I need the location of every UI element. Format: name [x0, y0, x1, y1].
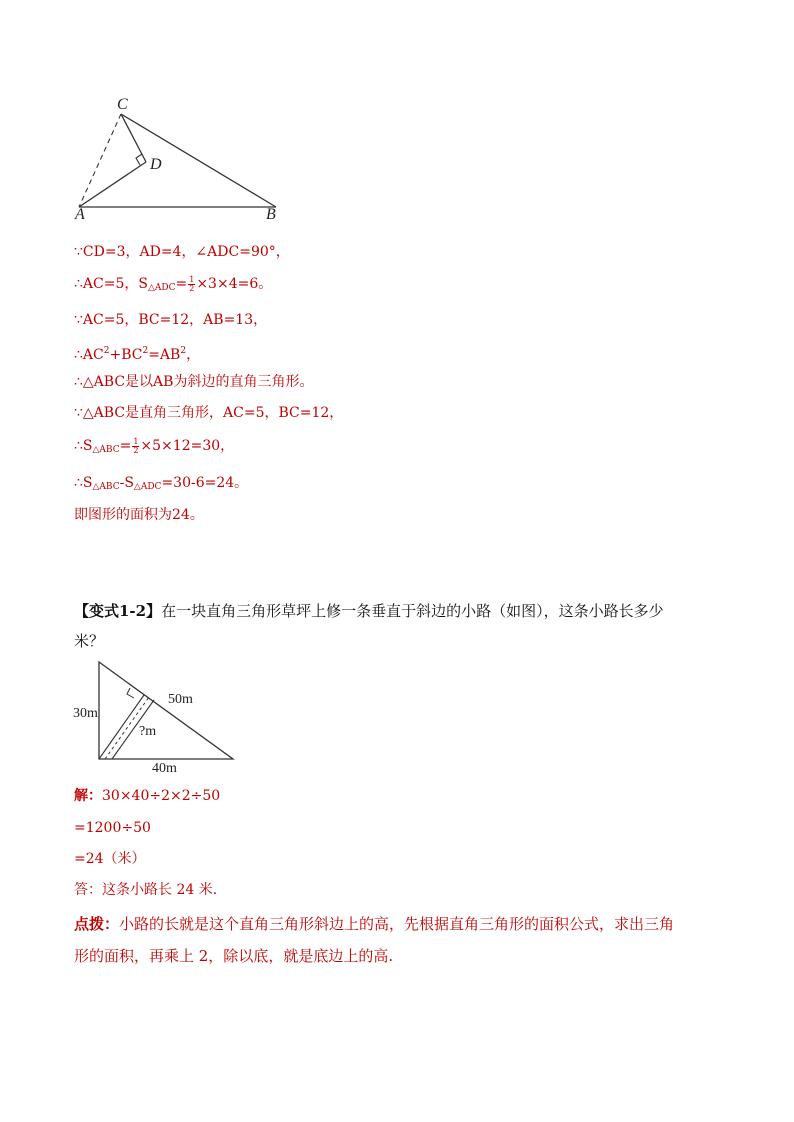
s1-l8-b: -S [119, 475, 134, 491]
fraction-denominator: 2 [189, 283, 195, 293]
fraction-numerator: 1 [133, 436, 139, 446]
solution1-line1: ∵CD=3，AD=4，∠ADC=90°， [74, 244, 290, 260]
s1-l4-sup1: 2 [103, 346, 110, 356]
problem2-text [74, 596, 724, 656]
s1-l4-a: ∴AC [74, 347, 104, 363]
s1-l2-sub: △ADC [147, 283, 176, 293]
s1-l7-sub: △ABC [92, 445, 120, 455]
solution1-line9 [74, 505, 204, 525]
s1-l9-b: 24。 [172, 507, 204, 523]
label-40m: 40m [152, 761, 177, 776]
s1-l7-b: ×5×12=30， [140, 438, 235, 454]
s1-l2-b: ×3×4=6。 [196, 276, 273, 292]
fraction-denominator: 2 [133, 445, 139, 455]
problem2-line2: 米？ [74, 632, 105, 650]
solution2-line1 [74, 786, 220, 806]
solution1-line4 [74, 341, 200, 365]
s1-l4-c: =AB [148, 347, 181, 363]
problem2-tag: 【变式1-2】 [74, 602, 162, 620]
solution2-line3: =24（米） [74, 851, 146, 867]
label-d: D [150, 156, 162, 173]
s1-l7-a: ∴S [74, 438, 93, 454]
solution1-line7 [74, 436, 234, 460]
solution2-hint [74, 908, 724, 972]
s1-l9-a: 即图形的面积为 [74, 507, 172, 523]
figure-triangle-abcd [70, 92, 290, 226]
fraction-half [188, 276, 195, 293]
solution2-jie: 解： [74, 788, 102, 804]
label-a: A [75, 206, 85, 223]
solution1-line5: ∴△ABC是以AB为斜边的直角三角形。 [74, 374, 314, 390]
solution1-line2 [74, 274, 272, 298]
s1-l4-sup3: 2 [180, 346, 187, 356]
s1-l8-a: ∴S [74, 475, 93, 491]
solution1-line6: ∵△ABC是直角三角形，AC=5，BC=12， [74, 405, 344, 421]
hint-line2: 形的面积，再乘上 2，除以底，就是底边上的高. [74, 947, 394, 965]
label-unknown-m: ?m [139, 724, 157, 739]
s1-l7-eq: = [119, 438, 132, 454]
problem2-text-line1: 在一块直角三角形草坪上修一条垂直于斜边的小路（如图），这条小路长多少 [161, 602, 664, 620]
solution2-answer: 答：这条小路长 24 米. [74, 882, 218, 898]
label-b: B [266, 206, 276, 223]
triangle-abcd-diagram [70, 92, 290, 226]
hint-text1: 小路的长就是这个直角三角形斜边上的高，先根据直角三角形的面积公式，求出三角 [119, 915, 675, 933]
s1-l4-b: +BC [109, 347, 143, 363]
figure-lawn-triangle [70, 658, 245, 780]
s1-l8-sub1: △ABC [92, 482, 120, 492]
solution2-expr: 30×40÷2×2÷50 [102, 788, 221, 804]
s1-l8-sub2: △ADC [133, 482, 162, 492]
solution1-line3: ∵AC=5，BC=12，AB=13， [74, 312, 268, 328]
s1-l4-sup2: 2 [142, 346, 149, 356]
label-50m: 50m [168, 692, 193, 707]
s1-l2-eq: = [175, 276, 188, 292]
solution1-line8 [74, 473, 248, 497]
hint-label: 点拨： [74, 915, 120, 933]
s1-l4-d: ， [186, 347, 201, 363]
s1-l8-c: =30-6=24。 [161, 475, 249, 491]
s1-l2-a: ∴AC=5，S [74, 276, 148, 292]
fraction-half [132, 438, 139, 455]
solution2-line2: =1200÷50 [74, 820, 151, 836]
label-30m: 30m [73, 706, 98, 721]
problem2-line1 [74, 596, 724, 626]
label-c: C [117, 96, 128, 113]
fraction-numerator: 1 [189, 274, 195, 284]
hint-line1 [74, 908, 724, 940]
